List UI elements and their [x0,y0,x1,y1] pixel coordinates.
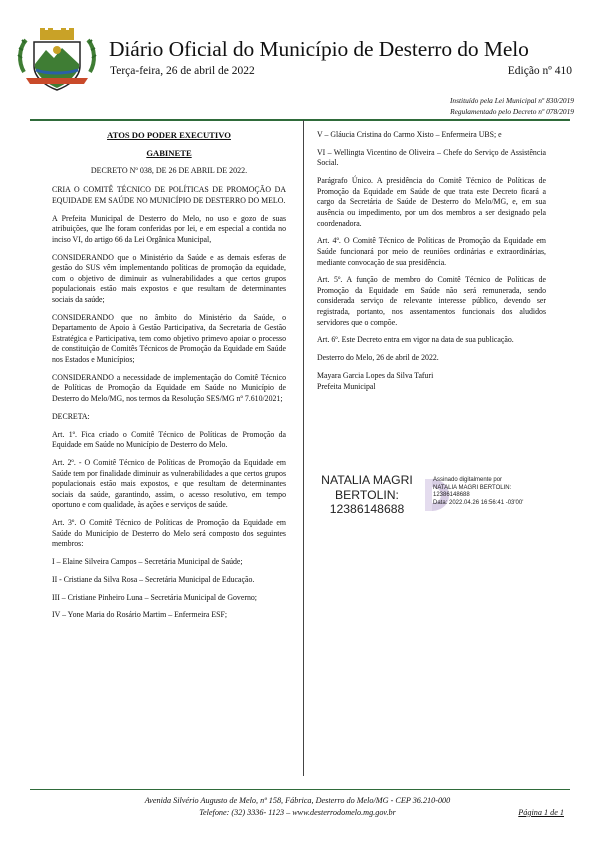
signature-name-line: NATALIA MAGRI [321,473,413,487]
right-column [317,130,546,392]
article: Art. 3º. O Comitê Técnico de Políticas de Promoção da Equidade em Saúde do Município de Desterro do Melo será composto dos seguintes membros: [52,518,286,549]
member-item: I – Elaine Silveira Campos – Secretária Municipal de Saúde; [52,557,243,567]
page-header [0,0,595,116]
signature-id: 12386148688 [329,502,405,516]
signature-metadata [433,477,557,507]
signature-name-line: BERTOLIN: [335,487,399,502]
signature-meta-line: 12386148688 [433,492,470,499]
signer-role: Prefeita Municipal [317,381,376,391]
article: Art. 2º. - O Comitê Técnico de Políticas de Promoção da Equidade em Saúde tem por finalidade diminuir as vulnerabilidades a que certos grupos populacionais estão mais expostos, e que resultam de determinantes sociais da saúde, garantindo, assim, o acesso resolutivo, em tempo oportuno e com qualidade, às ações e serviços de saúde. [52,457,286,510]
signer-block [317,371,546,392]
member-item: VI – Wellingta Vicentino de Oliveira – Chefe do Serviço de Assistência Social. [317,147,546,168]
column-divider [303,120,304,776]
paragraph: Parágrafo Único. A presidência do Comitê Técnico de Políticas de Promoção da Equidade em Saúde de que trata este Decreto ficará a cargo da Secretária de Saúde de Desterro do Melo/MG, e, em sua ausência ou impedimento, por um dos membros a ser designado pela coordenadora. [317,176,546,228]
footer-address: Avenida Silvério Augusto de Melo, nº 158, Fábrica, Desterro do Melo/MG - CEP 36.210-000 [144,796,451,805]
paragraph: A Prefeita Municipal de Desterro do Melo, no uso e gozo de suas atribuições, que lhe foram conferidas por lei, e em especial a contida no inciso VI, do artigo 66 da Lei Orgânica Municipal, [52,213,286,244]
page-number: Página 1 de 1 [518,808,564,817]
footer-contact: Telefone: (32) 3336- 1123 – www.desterrodomelo.mg.gov.br [199,807,396,817]
article: Art. 6º. Este Decreto entra em vigor na data de sua publicação. [317,335,514,345]
paragraph: DECRETA: [52,411,90,421]
member-item: II - Cristiane da Silva Rosa – Secretária Municipal de Educação. [52,574,255,584]
article: Art. 5º. A função de membro do Comitê Técnico de Políticas de Promoção da Equidade em Saúde não será remunerada, sendo considerada serviço de relevante interesse público, devendo ser registrada, portanto, nos assentamentos funcionais dos aludidos servidores que o compõe. [317,275,546,327]
decree-summary: CRIA O COMITÊ TÉCNICO DE POLÍTICAS DE PROMOÇÃO DA EQUIDADE EM SAÚDE NO MUNICÍPIO DE DESTERRO DO MELO. [52,185,286,205]
instituted-by-law: Instituído pela Lei Municipal nº 830/2019 [449,96,574,105]
municipal-coat-of-arms-icon [16,28,98,94]
paragraph: CONSIDERANDO que o Ministério da Saúde e as demais esferas de gestão do SUS vêm implementando políticas de promoção da equidade, com o objetivo de diminuir as vulnerabilidades a que certos grupos populacionais estão mais expostos e que resultam de determinantes sociais da saúde; [52,252,286,304]
subsection-title: GABINETE [146,147,192,158]
footer-divider [30,789,570,790]
section-title: ATOS DO PODER EXECUTIVO [107,130,231,140]
publication-date: Terça-feira, 26 de abril de 2022 [110,65,255,77]
page-title: Diário Oficial do Município de Desterro do Melo [109,37,529,61]
article: Art. 4º. O Comitê Técnico de Políticas de Promoção da Equidade em Saúde funcionará por meio de reuniões ordinárias e extraordinárias, mediante convocação de sua presidência. [317,236,546,267]
regulated-by-decree: Regulamentado pelo Decreto nº 078/2019 [450,106,574,116]
article: Art. 1º. Fica criado o Comitê Técnico de Políticas de Promoção da Equidade em Saúde no Município de Desterro do Melo. [52,429,286,450]
signer-name: Mayara Garcia Lopes da Silva Tafuri [317,371,434,380]
signature-meta-line: NATALIA MAGRI BERTOLIN: [433,484,512,491]
signature-name [317,473,417,517]
left-column [52,130,286,628]
legal-basis [450,96,574,117]
decree-number: DECRETO Nº 038, DE 26 DE ABRIL DE 2022. [90,165,248,175]
member-item: IV – Yone Maria do Rosário Martim – Enfermeira ESF; [52,610,228,620]
signature-date: Data: 2022.04.26 16:56:41 -03'00' [433,499,524,506]
member-item: III – Cristiane Pinheiro Luna – Secretária Municipal de Governo; [52,592,257,602]
signature-meta-line: Assinado digitalmente por [433,477,503,483]
header-divider [30,119,570,121]
member-item: V – Gláucia Cristina do Carmo Xisto – Enfermeira UBS; e [317,130,502,139]
paragraph: CONSIDERANDO a necessidade de implementação do Comitê Técnico de Políticas de Promoção da Equidade em Saúde no Município de Desterro do Melo/MG, nos termos da Resolução SES/MG nº 7.610/2021; [52,372,286,403]
place-and-date: Desterro do Melo, 26 de abril de 2022. [317,353,439,363]
paragraph: CONSIDERANDO que no âmbito do Ministério da Saúde, o Departamento de Apoio à Gestão Participativa, da Secretaria de Gestão Estratégica e Participativa, tem como objetivo primevo apoiar o processo de constituição de Comitês Técnicos de Promoção da Equidade em Saúde nos Estados e Municípios; [52,312,286,365]
page-footer [0,795,595,818]
digital-signature [317,473,557,521]
edition-number: Edição nº 410 [507,65,572,77]
